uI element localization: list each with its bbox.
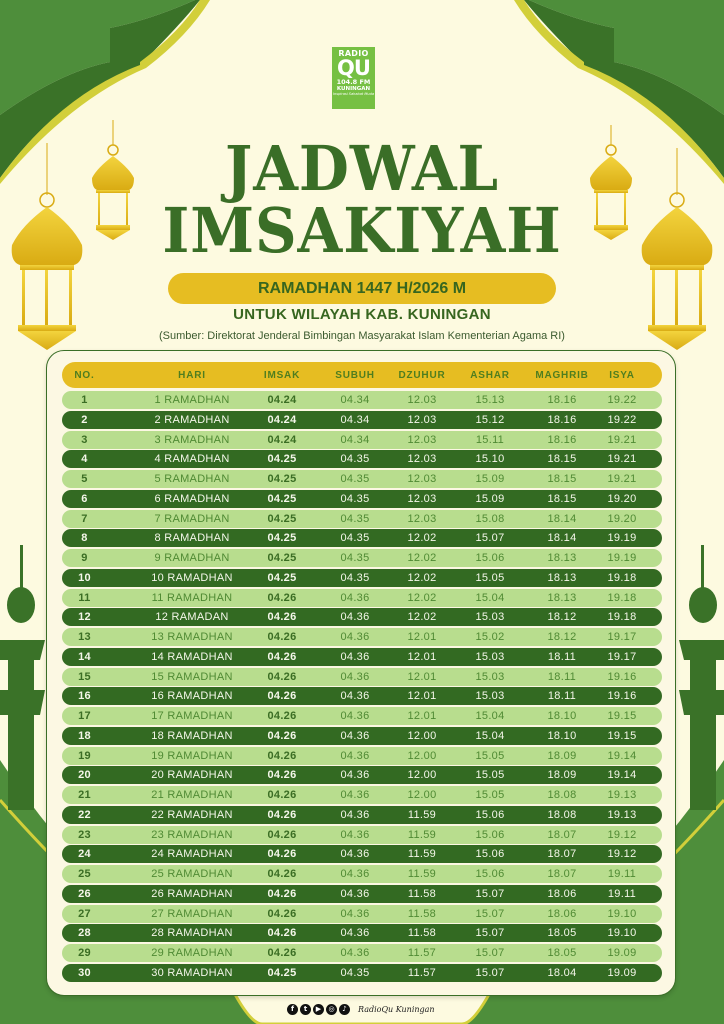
cell-imsak: 04.25 (267, 572, 297, 584)
cell-no: 24 (78, 848, 91, 860)
cell-no: 25 (78, 868, 91, 880)
cell-imsak: 04.26 (267, 710, 297, 722)
cell-dzuhur: 12.03 (407, 414, 437, 426)
cell-isya: 19.15 (607, 730, 637, 742)
column-header-isya: ISYA (609, 369, 635, 381)
cell-ashar: 15.07 (475, 888, 505, 900)
cell-imsak: 04.25 (267, 493, 297, 505)
cell-imsak: 04.26 (267, 809, 297, 821)
cell-hari: 6 RAMADHAN (154, 493, 230, 505)
cell-ashar: 15.05 (475, 572, 505, 584)
cell-maghrib: 18.13 (547, 552, 577, 564)
table-row (62, 707, 662, 725)
cell-imsak: 04.25 (267, 513, 297, 525)
cell-subuh: 04.34 (340, 394, 370, 406)
cell-dzuhur: 11.59 (407, 829, 437, 841)
cell-no: 10 (78, 572, 91, 584)
cell-maghrib: 18.13 (547, 592, 577, 604)
cell-ashar: 15.09 (475, 493, 505, 505)
cell-imsak: 04.24 (267, 434, 297, 446)
cell-imsak: 04.26 (267, 888, 297, 900)
cell-maghrib: 18.11 (547, 671, 577, 683)
cell-ashar: 15.07 (475, 947, 505, 959)
cell-dzuhur: 11.59 (407, 848, 437, 860)
column-header-no: NO. (74, 369, 95, 381)
cell-imsak: 04.24 (267, 414, 297, 426)
cell-subuh: 04.36 (340, 769, 370, 781)
cell-no: 5 (81, 473, 88, 485)
cell-ashar: 15.03 (475, 690, 505, 702)
cell-subuh: 04.36 (340, 829, 370, 841)
cell-hari: 21 RAMADHAN (151, 789, 233, 801)
cell-dzuhur: 11.57 (407, 947, 437, 959)
cell-hari: 15 RAMADHAN (151, 671, 233, 683)
cell-no: 28 (78, 927, 91, 939)
column-header-subuh: SUBUH (335, 369, 375, 381)
cell-hari: 5 RAMADHAN (154, 473, 230, 485)
cell-subuh: 04.36 (340, 927, 370, 939)
cell-maghrib: 18.16 (547, 414, 577, 426)
cell-subuh: 04.36 (340, 611, 370, 623)
table-row (62, 806, 662, 824)
cell-ashar: 15.02 (475, 631, 505, 643)
cell-ashar: 15.05 (475, 750, 505, 762)
cell-imsak: 04.25 (267, 473, 297, 485)
cell-no: 27 (78, 908, 91, 920)
cell-dzuhur: 12.03 (407, 434, 437, 446)
column-header-hari: HARI (178, 369, 206, 381)
cell-imsak: 04.26 (267, 671, 297, 683)
cell-subuh: 04.35 (340, 493, 370, 505)
cell-maghrib: 18.11 (547, 690, 577, 702)
table-row (62, 766, 662, 784)
cell-hari: 13 RAMADHAN (151, 631, 233, 643)
cell-ashar: 15.07 (475, 532, 505, 544)
region-subtitle: UNTUK WILAYAH KAB. KUNINGAN (233, 306, 491, 323)
cell-hari: 4 RAMADHAN (154, 453, 230, 465)
logo-text-qu: QU (337, 56, 370, 80)
cell-ashar: 15.05 (475, 789, 505, 801)
period-badge: RAMADHAN 1447 H/2026 M (168, 273, 556, 304)
cell-no: 30 (78, 967, 91, 979)
cell-dzuhur: 12.02 (407, 592, 437, 604)
instagram-icon[interactable]: ◎ (326, 1004, 337, 1015)
cell-no: 17 (78, 710, 91, 722)
logo-city: KUNINGAN (336, 86, 371, 92)
cell-isya: 19.19 (607, 532, 637, 544)
cell-subuh: 04.36 (340, 868, 370, 880)
radio-qu-logo (332, 47, 375, 109)
cell-imsak: 04.26 (267, 927, 297, 939)
cell-imsak: 04.25 (267, 967, 297, 979)
cell-ashar: 15.09 (475, 473, 505, 485)
table-header (62, 362, 662, 388)
cell-hari: 27 RAMADHAN (151, 908, 233, 920)
cell-ashar: 15.06 (475, 848, 505, 860)
cell-subuh: 04.36 (340, 947, 370, 959)
page-title-line1: JADWAL (225, 132, 499, 205)
cell-subuh: 04.36 (340, 730, 370, 742)
cell-imsak: 04.26 (267, 750, 297, 762)
social-handle: RadioQu Kuningan (358, 1005, 435, 1014)
cell-maghrib: 18.15 (547, 473, 577, 485)
cell-ashar: 15.04 (475, 710, 505, 722)
cell-subuh: 04.35 (340, 552, 370, 564)
table-row (62, 924, 662, 942)
logo-text-radio: RADIO (338, 49, 369, 58)
cell-hari: 11 RAMADHAN (151, 592, 233, 604)
twitter-icon[interactable]: t (300, 1004, 311, 1015)
table-row (62, 450, 662, 468)
cell-ashar: 15.03 (475, 611, 505, 623)
youtube-icon[interactable]: ▶ (313, 1004, 324, 1015)
cell-isya: 19.16 (607, 690, 637, 702)
table-row (62, 964, 662, 982)
cell-hari: 23 RAMADHAN (151, 829, 233, 841)
cell-maghrib: 18.09 (547, 769, 577, 781)
cell-isya: 19.20 (607, 493, 637, 505)
cell-ashar: 15.04 (475, 730, 505, 742)
cell-no: 2 (81, 414, 88, 426)
column-header-imsak: IMSAK (263, 369, 301, 381)
cell-subuh: 04.36 (340, 710, 370, 722)
cell-ashar: 15.07 (475, 967, 505, 979)
cell-subuh: 04.35 (340, 572, 370, 584)
cell-dzuhur: 11.58 (407, 888, 437, 900)
cell-ashar: 15.03 (475, 671, 505, 683)
cell-hari: 17 RAMADHAN (151, 710, 233, 722)
cell-subuh: 04.36 (340, 631, 370, 643)
cell-no: 14 (78, 651, 91, 663)
cell-subuh: 04.34 (340, 414, 370, 426)
cell-no: 3 (81, 434, 88, 446)
cell-ashar: 15.08 (475, 513, 505, 525)
tiktok-icon[interactable]: ♪ (339, 1004, 350, 1015)
table-row (62, 490, 662, 508)
cell-isya: 19.13 (607, 789, 637, 801)
cell-maghrib: 18.07 (547, 829, 577, 841)
table-row (62, 727, 662, 745)
cell-maghrib: 18.13 (547, 572, 577, 584)
cell-isya: 19.18 (607, 572, 637, 584)
cell-ashar: 15.10 (475, 453, 505, 465)
table-row (62, 628, 662, 646)
cell-hari: 28 RAMADHAN (151, 927, 233, 939)
cell-ashar: 15.03 (475, 651, 505, 663)
cell-hari: 30 RAMADHAN (151, 967, 233, 979)
cell-imsak: 04.26 (267, 592, 297, 604)
cell-maghrib: 18.09 (547, 750, 577, 762)
cell-maghrib: 18.08 (547, 809, 577, 821)
cell-subuh: 04.35 (340, 532, 370, 544)
cell-hari: 14 RAMADHAN (151, 651, 233, 663)
cell-hari: 25 RAMADHAN (151, 868, 233, 880)
cell-dzuhur: 12.03 (407, 453, 437, 465)
cell-no: 9 (81, 552, 88, 564)
cell-subuh: 04.36 (340, 848, 370, 860)
cell-ashar: 15.06 (475, 868, 505, 880)
table-row (62, 944, 662, 962)
cell-ashar: 15.06 (475, 809, 505, 821)
cell-hari: 26 RAMADHAN (151, 888, 233, 900)
cell-isya: 19.20 (607, 513, 637, 525)
page-title-line2: IMSAKIYAH (162, 194, 562, 267)
cell-isya: 19.14 (607, 750, 637, 762)
cell-imsak: 04.26 (267, 789, 297, 801)
cell-hari: 7 RAMADHAN (154, 513, 230, 525)
table-row (62, 470, 662, 488)
cell-subuh: 04.35 (340, 967, 370, 979)
cell-ashar: 15.12 (475, 414, 505, 426)
cell-hari: 18 RAMADHAN (151, 730, 233, 742)
cell-isya: 19.18 (607, 592, 637, 604)
cell-isya: 19.22 (607, 394, 637, 406)
cell-isya: 19.11 (607, 888, 637, 900)
table-row (62, 569, 662, 587)
table-row (62, 549, 662, 567)
cell-maghrib: 18.14 (547, 513, 577, 525)
table-row (62, 826, 662, 844)
facebook-icon[interactable]: f (287, 1004, 298, 1015)
cell-maghrib: 18.14 (547, 532, 577, 544)
cell-no: 21 (78, 789, 91, 801)
cell-hari: 12 RAMADAN (155, 611, 229, 623)
cell-maghrib: 18.10 (547, 730, 577, 742)
cell-hari: 29 RAMADHAN (151, 947, 233, 959)
table-row (62, 648, 662, 666)
cell-imsak: 04.26 (267, 908, 297, 920)
cell-dzuhur: 12.01 (407, 710, 437, 722)
cell-imsak: 04.26 (267, 651, 297, 663)
cell-imsak: 04.26 (267, 631, 297, 643)
cell-dzuhur: 12.02 (407, 611, 437, 623)
cell-isya: 19.16 (607, 671, 637, 683)
cell-no: 20 (78, 769, 91, 781)
cell-hari: 9 RAMADHAN (154, 552, 230, 564)
cell-hari: 3 RAMADHAN (154, 434, 230, 446)
cell-isya: 19.17 (607, 651, 637, 663)
table-row (62, 865, 662, 883)
cell-imsak: 04.26 (267, 848, 297, 860)
cell-hari: 2 RAMADHAN (154, 414, 230, 426)
cell-subuh: 04.36 (340, 592, 370, 604)
cell-isya: 19.22 (607, 414, 637, 426)
cell-dzuhur: 11.59 (407, 868, 437, 880)
cell-hari: 16 RAMADHAN (151, 690, 233, 702)
cell-no: 26 (78, 888, 91, 900)
cell-imsak: 04.24 (267, 394, 297, 406)
cell-imsak: 04.26 (267, 769, 297, 781)
table-row (62, 845, 662, 863)
cell-dzuhur: 12.00 (407, 789, 437, 801)
cell-imsak: 04.25 (267, 453, 297, 465)
table-row (62, 687, 662, 705)
cell-maghrib: 18.15 (547, 453, 577, 465)
cell-no: 19 (78, 750, 91, 762)
cell-ashar: 15.05 (475, 769, 505, 781)
cell-maghrib: 18.12 (547, 611, 577, 623)
cell-maghrib: 18.05 (547, 947, 577, 959)
cell-maghrib: 18.07 (547, 848, 577, 860)
cell-no: 1 (81, 394, 88, 406)
cell-isya: 19.10 (607, 927, 637, 939)
cell-no: 11 (78, 592, 91, 604)
cell-isya: 19.19 (607, 552, 637, 564)
cell-imsak: 04.26 (267, 730, 297, 742)
cell-hari: 20 RAMADHAN (151, 769, 233, 781)
cell-imsak: 04.26 (267, 690, 297, 702)
cell-ashar: 15.07 (475, 927, 505, 939)
cell-subuh: 04.36 (340, 690, 370, 702)
cell-dzuhur: 12.02 (407, 572, 437, 584)
cell-maghrib: 18.10 (547, 710, 577, 722)
cell-dzuhur: 12.00 (407, 730, 437, 742)
cell-hari: 8 RAMADHAN (154, 532, 230, 544)
table-row (62, 905, 662, 923)
table-row (62, 411, 662, 429)
cell-subuh: 04.36 (340, 908, 370, 920)
cell-ashar: 15.06 (475, 552, 505, 564)
cell-dzuhur: 12.02 (407, 532, 437, 544)
cell-subuh: 04.36 (340, 651, 370, 663)
table-row (62, 510, 662, 528)
cell-subuh: 04.35 (340, 513, 370, 525)
cell-subuh: 04.36 (340, 888, 370, 900)
cell-maghrib: 18.05 (547, 927, 577, 939)
cell-maghrib: 18.06 (547, 908, 577, 920)
table-row (62, 529, 662, 547)
cell-imsak: 04.26 (267, 947, 297, 959)
cell-no: 12 (78, 611, 91, 623)
cell-maghrib: 18.04 (547, 967, 577, 979)
cell-imsak: 04.26 (267, 611, 297, 623)
cell-dzuhur: 11.58 (407, 908, 437, 920)
cell-dzuhur: 12.01 (407, 651, 437, 663)
cell-hari: 19 RAMADHAN (151, 750, 233, 762)
cell-maghrib: 18.07 (547, 868, 577, 880)
cell-no: 18 (78, 730, 91, 742)
table-row (62, 786, 662, 804)
cell-isya: 19.10 (607, 908, 637, 920)
cell-subuh: 04.34 (340, 434, 370, 446)
cell-subuh: 04.36 (340, 789, 370, 801)
cell-subuh: 04.36 (340, 809, 370, 821)
cell-ashar: 15.11 (475, 434, 505, 446)
table-row (62, 885, 662, 903)
cell-ashar: 15.04 (475, 592, 505, 604)
column-header-ashar: ASHAR (470, 369, 510, 381)
cell-maghrib: 18.12 (547, 631, 577, 643)
cell-imsak: 04.25 (267, 532, 297, 544)
cell-dzuhur: 12.00 (407, 769, 437, 781)
cell-dzuhur: 11.57 (407, 967, 437, 979)
cell-ashar: 15.07 (475, 908, 505, 920)
cell-subuh: 04.36 (340, 671, 370, 683)
cell-imsak: 04.25 (267, 552, 297, 564)
table-row (62, 608, 662, 626)
cell-dzuhur: 12.01 (407, 690, 437, 702)
cell-isya: 19.09 (607, 967, 637, 979)
cell-isya: 19.13 (607, 809, 637, 821)
cell-isya: 19.21 (607, 434, 637, 446)
column-header-maghrib: MAGHRIB (535, 369, 589, 381)
cell-no: 29 (78, 947, 91, 959)
cell-no: 8 (81, 532, 88, 544)
cell-no: 6 (81, 493, 88, 505)
cell-hari: 1 RAMADHAN (154, 394, 230, 406)
cell-maghrib: 18.06 (547, 888, 577, 900)
cell-no: 16 (78, 690, 91, 702)
logo-frequency: 104.8 FM (336, 78, 371, 86)
table-row (62, 431, 662, 449)
cell-no: 23 (78, 829, 91, 841)
cell-subuh: 04.35 (340, 473, 370, 485)
cell-maghrib: 18.11 (547, 651, 577, 663)
cell-maghrib: 18.15 (547, 493, 577, 505)
cell-subuh: 04.35 (340, 453, 370, 465)
cell-dzuhur: 12.03 (407, 513, 437, 525)
cell-dzuhur: 12.00 (407, 750, 437, 762)
cell-maghrib: 18.08 (547, 789, 577, 801)
cell-imsak: 04.26 (267, 868, 297, 880)
cell-isya: 19.11 (607, 868, 637, 880)
cell-isya: 19.14 (607, 769, 637, 781)
source-note: (Sumber: Direktorat Jenderal Bimbingan Masyarakat Islam Kementerian Agama RI) (159, 330, 565, 342)
cell-isya: 19.12 (607, 829, 637, 841)
cell-ashar: 15.06 (475, 829, 505, 841)
cell-dzuhur: 12.03 (407, 473, 437, 485)
cell-ashar: 15.13 (475, 394, 505, 406)
cell-dzuhur: 12.01 (407, 671, 437, 683)
cell-maghrib: 18.16 (547, 434, 577, 446)
cell-isya: 19.15 (607, 710, 637, 722)
cell-dzuhur: 12.01 (407, 631, 437, 643)
cell-isya: 19.17 (607, 631, 637, 643)
cell-dzuhur: 12.03 (407, 493, 437, 505)
table-row (62, 747, 662, 765)
footer (287, 1004, 435, 1015)
cell-isya: 19.21 (607, 453, 637, 465)
cell-dzuhur: 11.59 (407, 809, 437, 821)
table-row (62, 589, 662, 607)
table-row (62, 668, 662, 686)
cell-no: 7 (81, 513, 88, 525)
cell-imsak: 04.26 (267, 829, 297, 841)
cell-hari: 10 RAMADHAN (151, 572, 233, 584)
cell-dzuhur: 12.02 (407, 552, 437, 564)
cell-isya: 19.12 (607, 848, 637, 860)
cell-isya: 19.09 (607, 947, 637, 959)
cell-hari: 24 RAMADHAN (151, 848, 233, 860)
cell-maghrib: 18.16 (547, 394, 577, 406)
cell-isya: 19.21 (607, 473, 637, 485)
logo-tagline: Inspirasi Sahabat Muda (333, 92, 374, 96)
cell-hari: 22 RAMADHAN (151, 809, 233, 821)
cell-no: 15 (78, 671, 91, 683)
cell-dzuhur: 11.58 (407, 927, 437, 939)
cell-no: 13 (78, 631, 91, 643)
table-row (62, 391, 662, 409)
cell-dzuhur: 12.03 (407, 394, 437, 406)
cell-subuh: 04.36 (340, 750, 370, 762)
cell-no: 4 (81, 453, 88, 465)
column-header-dzuhur: DZUHUR (398, 369, 446, 381)
cell-isya: 19.18 (607, 611, 637, 623)
cell-no: 22 (78, 809, 91, 821)
